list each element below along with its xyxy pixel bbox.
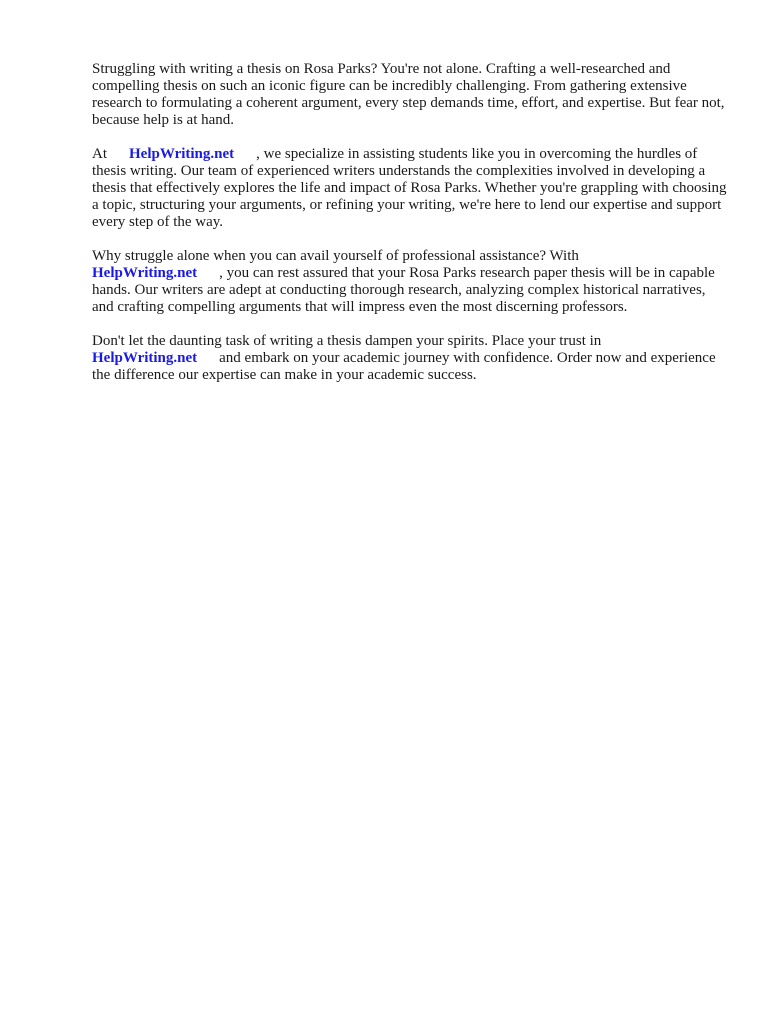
- paragraph-closing: [92, 333, 728, 384]
- helpwriting-link[interactable]: HelpWriting.net: [92, 350, 198, 366]
- paragraph-about: [92, 146, 728, 231]
- paragraph-text-before: Don't let the daunting task of writing a thesis dampen your spirits. Place your trust in: [92, 333, 602, 349]
- paragraph-assistance: [92, 248, 728, 316]
- paragraph-text: Struggling with writing a thesis on Rosa Parks? You're not alone. Crafting a well-researched and compelling thesis on such an iconic figure can be incredibly challenging. From gathering extensive research to formulating a coherent argument, every step demands time, effort, and expertise. But fear not, because help is at hand.: [92, 61, 725, 128]
- helpwriting-link[interactable]: HelpWriting.net: [129, 146, 235, 162]
- paragraph-intro: [92, 61, 728, 129]
- document-body: [92, 61, 728, 401]
- paragraph-text-before: At: [92, 146, 107, 162]
- paragraph-text-before: Why struggle alone when you can avail yourself of professional assistance? With: [92, 248, 579, 264]
- paragraph-text-after: , we specialize in assisting students like you in overcoming the hurdles of thesis writing. Our team of experienced writers understands the complexities involved in developing a thesis that effectively explores the life and impact of Rosa Parks. Whether you're grappling with choosing a topic, structuring your arguments, or refining your writing, we're here to lend our expertise and support every step of the way.: [92, 146, 727, 230]
- helpwriting-link[interactable]: HelpWriting.net: [92, 265, 198, 281]
- paragraph-text-after: and embark on your academic journey with confidence. Order now and experience the difference our expertise can make in your academic success.: [92, 350, 716, 383]
- paragraph-text-after: , you can rest assured that your Rosa Parks research paper thesis will be in capable hands. Our writers are adept at conducting thorough research, analyzing complex historical narratives, and crafting compelling arguments that will impress even the most discerning professors.: [92, 265, 715, 315]
